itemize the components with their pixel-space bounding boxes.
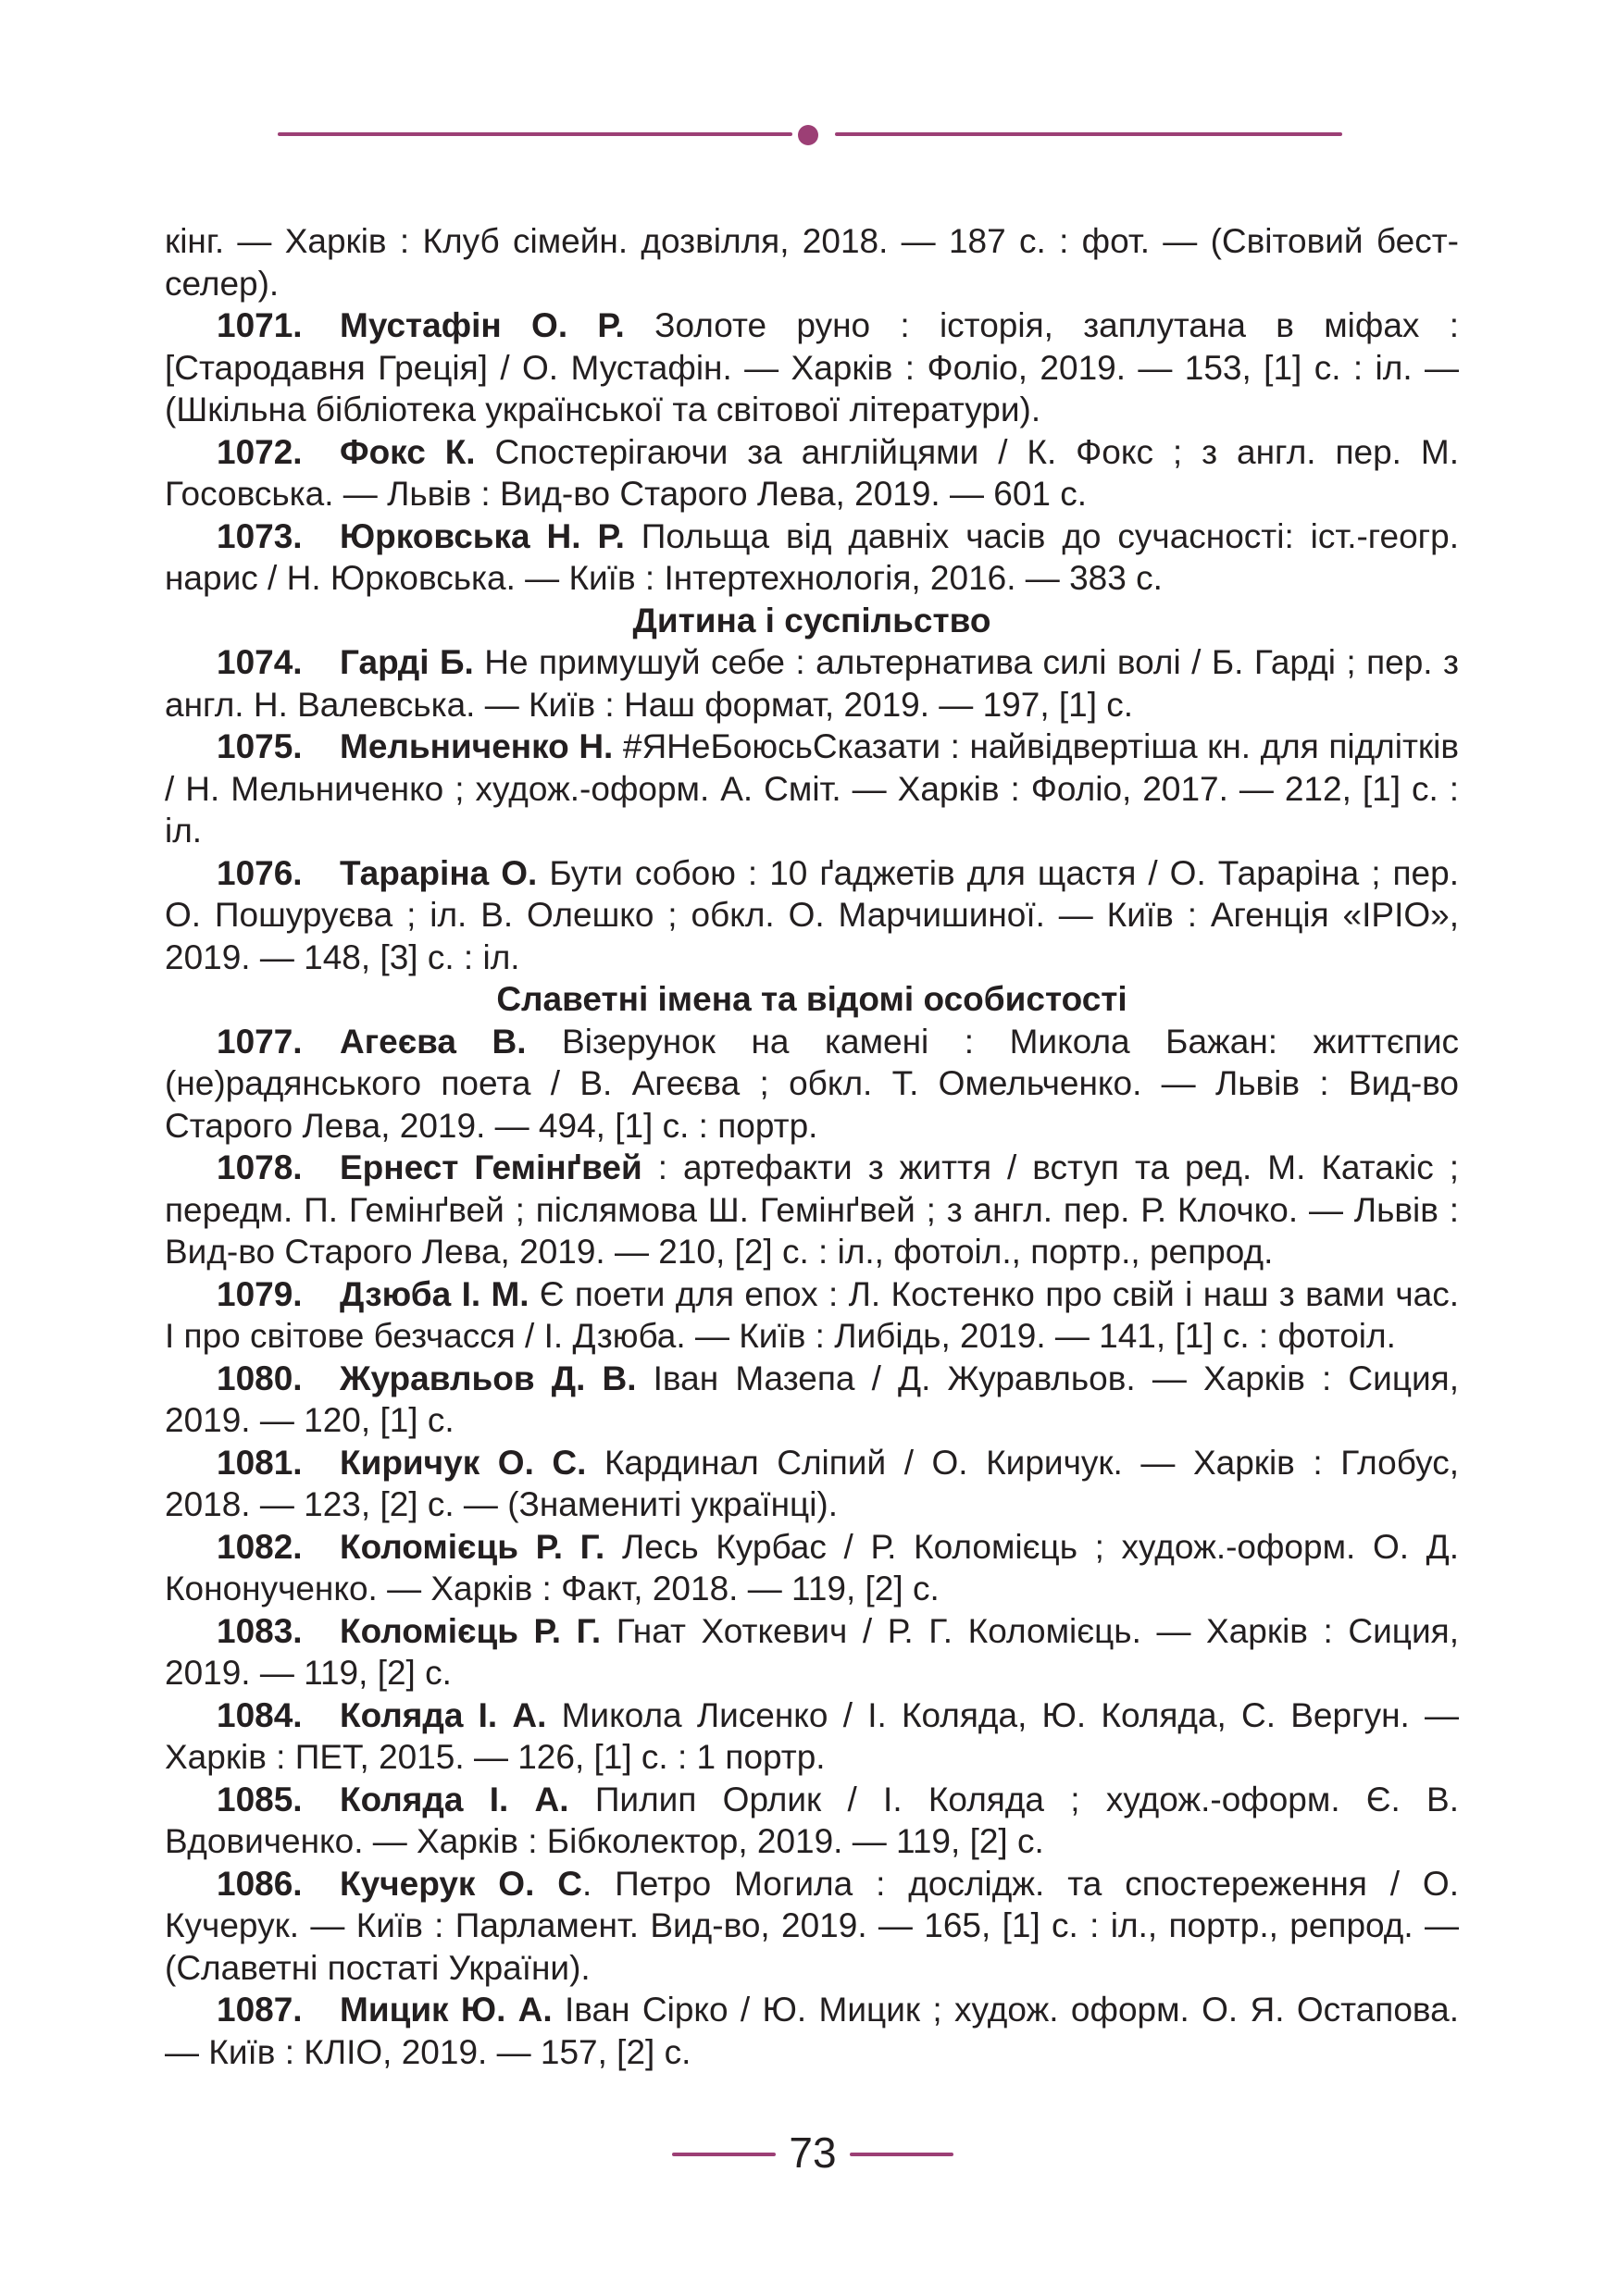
entry-number: 1076. bbox=[217, 853, 303, 892]
entry-number: 1086. bbox=[217, 1864, 303, 1903]
bibliography-entry bbox=[165, 1526, 1459, 1610]
entry-author: Дзюба І. М. bbox=[340, 1274, 529, 1313]
bibliography-entry bbox=[165, 1147, 1459, 1273]
entry-description: . Петро Могила : дослідж. та спостереження / О. Кучерук. — Київ : Парламент. Вид-во, 2019. — 165, [1] с. : іл., портр., репрод. — (Славетні постаті України). bbox=[165, 1864, 1459, 1987]
entries-group-a bbox=[165, 304, 1459, 600]
entry-author: Гарді Б. bbox=[340, 643, 474, 681]
entry-description: #ЯНеБоюсьСказати : найвідвертіша кн. для підлітків / Н. Мельниченко ; худож.-оформ. А. Сміт. — Харків : Фоліо, 2017. — 212, [1] с. : іл. bbox=[165, 727, 1459, 850]
bibliography-text bbox=[165, 220, 1459, 2073]
bibliography-entry bbox=[165, 1442, 1459, 1526]
entry-description: Лесь Курбас / Р. Коломієць ; худож.-оформ. О. Д. Кононученко. — Харків : Факт, 2018. — 119, [2] с. bbox=[165, 1527, 1459, 1607]
entry-description: Кардинал Сліпий / О. Киричук. — Харків : Глобус, 2018. — 123, [2] с. — (Знамениті українці). bbox=[165, 1443, 1459, 1523]
section-heading-famous-names: Славетні імена та відомі особистості bbox=[496, 980, 1127, 1018]
entry-description: Бути собою : 10 ґаджетів для щастя / О. Тараріна ; пер. О. Пошуруєва ; іл. В. Олешко ; обкл. О. Марчишиної. — Київ : Агенція «ІРІО», 2019. — 148, [3] с. : іл. bbox=[165, 853, 1459, 976]
continuation-paragraph: кінг. — Харків : Клуб сімейн. дозвілля, 2018. — 187 с. : фот. — (Світовий бест-селер). bbox=[165, 222, 1459, 303]
entries-group-b bbox=[165, 641, 1459, 978]
entry-number: 1082. bbox=[217, 1527, 303, 1566]
entry-author: Фокс К. bbox=[340, 432, 476, 471]
entry-description: Гнат Хоткевич / Р. Г. Коломієць. — Харків : Сиция, 2019. — 119, [2] с. bbox=[165, 1611, 1459, 1692]
bibliography-entry bbox=[165, 1273, 1459, 1358]
entry-author: Тараріна О. bbox=[340, 853, 538, 892]
bibliography-entry bbox=[165, 1694, 1459, 1779]
entry-author: Юрковська Н. Р. bbox=[340, 516, 625, 555]
entry-author: Ернест Гемінґвей bbox=[340, 1148, 642, 1186]
page-number: 73 bbox=[789, 2128, 837, 2177]
entry-number: 1072. bbox=[217, 432, 303, 471]
entry-description: Візерунок на камені : Микола Бажан: життєпис (не)радянського поета / В. Агеєва ; обкл. Т. Омельченко. — Львів : Вид-во Старого Лева, 2019. — 494, [1] с. : портр. bbox=[165, 1022, 1459, 1145]
section-heading-child-society: Дитина і суспільство bbox=[632, 601, 991, 639]
bibliography-entry bbox=[165, 1610, 1459, 1694]
bibliography-entry bbox=[165, 1989, 1459, 2073]
entry-number: 1075. bbox=[217, 727, 303, 765]
entry-number: 1079. bbox=[217, 1274, 303, 1313]
entry-author: Мельниченко Н. bbox=[340, 727, 614, 765]
entry-author: Коляда І. А. bbox=[340, 1780, 569, 1818]
entry-number: 1084. bbox=[217, 1695, 303, 1734]
entry-number: 1077. bbox=[217, 1022, 303, 1061]
footer-rule-right bbox=[850, 2153, 953, 2156]
entries-group-c bbox=[165, 1021, 1459, 2074]
entry-description: Іван Сірко / Ю. Мицик ; худож. оформ. О. Я. Остапова. — Київ : КЛІО, 2019. — 157, [2] с. bbox=[165, 1991, 1459, 2071]
entry-author: Коляда І. А. bbox=[340, 1695, 547, 1734]
bibliography-entry bbox=[165, 726, 1459, 852]
entry-number: 1080. bbox=[217, 1359, 303, 1397]
entry-description: : артефакти з життя / вступ та ред. М. Катакіс ; передм. П. Гемінґвей ; післямова Ш. Гемінґвей ; з англ. пер. Р. Клочко. — Львів : Вид-во Старого Лева, 2019. — 210, [2] с. : іл., фотоіл., портр., репрод. bbox=[165, 1148, 1459, 1271]
entry-number: 1085. bbox=[217, 1780, 303, 1818]
entry-author: Киричук О. С. bbox=[340, 1443, 587, 1482]
entry-number: 1071. bbox=[217, 306, 303, 344]
footer-rule-left bbox=[672, 2153, 776, 2156]
entry-number: 1074. bbox=[217, 643, 303, 681]
entry-description: Пилип Орлик / І. Коляда ; худож.-оформ. Є. В. Вдовиченко. — Харків : Бібколектор, 2019. — 119, [2] с. bbox=[165, 1780, 1459, 1860]
bibliography-entry bbox=[165, 1863, 1459, 1990]
header-rule-right bbox=[835, 132, 1342, 136]
entry-description: Спостерігаючи за англійцями / К. Фокс ; з англ. пер. М. Госовська. — Львів : Вид-во Старого Лева, 2019. — 601 с. bbox=[165, 432, 1459, 513]
bibliography-entry bbox=[165, 1779, 1459, 1863]
bibliography-entry bbox=[165, 852, 1459, 979]
bibliography-entry bbox=[165, 1358, 1459, 1442]
bibliography-entry bbox=[165, 1021, 1459, 1148]
entry-description: Не примушуй себе : альтернатива силі волі / Б. Гарді ; пер. з англ. Н. Валевська. — Київ : Наш формат, 2019. — 197, [1] с. bbox=[165, 643, 1459, 724]
bibliography-entry bbox=[165, 431, 1459, 515]
header-rule-left bbox=[278, 132, 792, 136]
entry-number: 1078. bbox=[217, 1148, 303, 1186]
entry-author: Коломієць Р. Г. bbox=[340, 1611, 602, 1650]
entry-author: Коломієць Р. Г. bbox=[340, 1527, 605, 1566]
bibliography-entry bbox=[165, 641, 1459, 726]
entry-number: 1083. bbox=[217, 1611, 303, 1650]
bibliography-entry bbox=[165, 304, 1459, 431]
entry-author: Мицик Ю. А. bbox=[340, 1991, 553, 2029]
entry-description: Є поети для епох : Л. Костенко про свій і наш з вами час. І про світове безчасся / І. Дзюба. — Київ : Либідь, 2019. — 141, [1] с. : фотоіл. bbox=[165, 1274, 1459, 1355]
bibliography-entry bbox=[165, 515, 1459, 600]
entry-author: Журавльов Д. В. bbox=[340, 1359, 637, 1397]
entry-description: Золоте руно : історія, заплутана в міфах : [Стародавня Греція] / О. Мустафін. — Харків : Фоліо, 2019. — 153, [1] с. : іл. — (Шкільна бібліотека української та світової літератури). bbox=[165, 306, 1459, 428]
entry-description: Польща від давніх часів до сучасності: іст.-геогр. нарис / Н. Юрковська. — Київ : Інтертехнологія, 2016. — 383 с. bbox=[165, 516, 1459, 597]
header-dot bbox=[798, 125, 818, 145]
entry-description: Іван Мазепа / Д. Журавльов. — Харків : Сиция, 2019. — 120, [1] с. bbox=[165, 1359, 1459, 1439]
entry-number: 1087. bbox=[217, 1991, 303, 2029]
entry-description: Микола Лисенко / І. Коляда, Ю. Коляда, С. Вергун. — Харків : ПЕТ, 2015. — 126, [1] с. : 1 портр. bbox=[165, 1695, 1459, 1776]
entry-author: Мустафін О. Р. bbox=[340, 306, 625, 344]
entry-number: 1073. bbox=[217, 516, 303, 555]
entry-author: Кучерук О. С bbox=[340, 1864, 582, 1903]
entry-number: 1081. bbox=[217, 1443, 303, 1482]
entry-author: Агеєва В. bbox=[340, 1022, 527, 1061]
